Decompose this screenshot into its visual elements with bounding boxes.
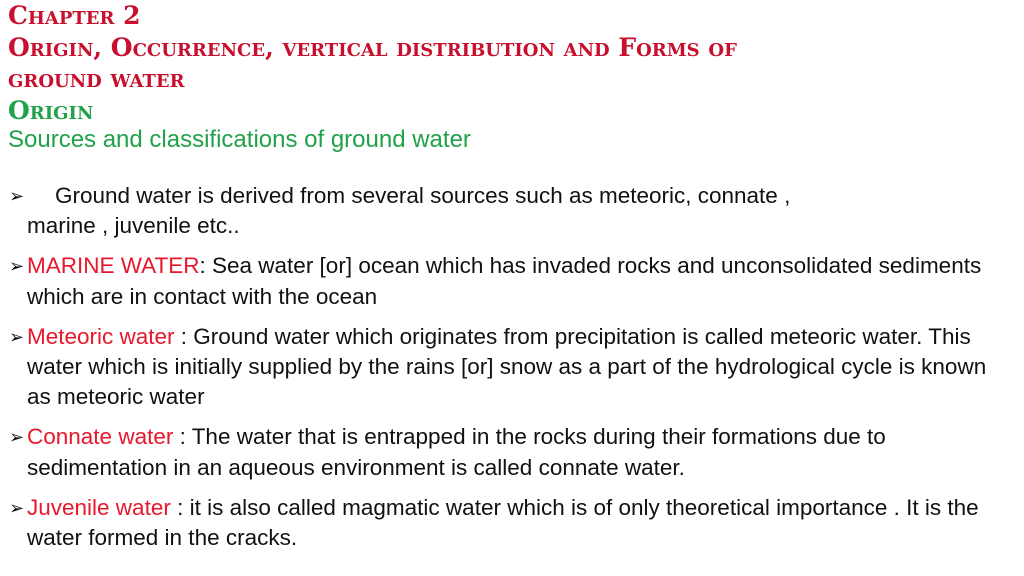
definition-connate-water: : The water that is entrapped in the rocks during their formations due to sedimentation in an aqueous environment is called connate water. — [27, 424, 886, 480]
section-heading-origin: Origin — [8, 95, 94, 125]
bullet-item-juvenile-water — [0, 493, 1010, 553]
chapter-title-line-1: Origin, Occurrence, vertical distribution and Forms of — [8, 32, 737, 62]
bullet-list — [0, 181, 1010, 563]
bullet-item-meteoric-water — [0, 322, 1010, 413]
arrow-bullet-icon: ➢ — [9, 256, 25, 277]
bullet-text-line-2: marine , juvenile etc.. — [27, 213, 240, 239]
chapter-heading — [8, 0, 737, 126]
term-marine-water: MARINE WATER — [27, 253, 200, 279]
term-meteoric-water: Meteoric water — [27, 323, 175, 349]
definition-juvenile-water: : it is also called magmatic water which is of only theoretical importance . It is the water formed in the cracks. — [27, 494, 979, 551]
bullet-item-marine-water — [0, 251, 1010, 311]
arrow-bullet-icon: ➢ — [9, 326, 25, 347]
term-juvenile-water: Juvenile water — [27, 494, 171, 520]
bullet-text-line-1: Ground water is derived from several sources such as meteoric, connate , — [55, 183, 791, 208]
chapter-number: Chapter 2 — [8, 1, 141, 30]
arrow-bullet-icon: ➢ — [9, 427, 25, 448]
chapter-title-line-2: ground water — [8, 64, 185, 93]
bullet-item-connate-water — [0, 422, 1010, 482]
arrow-bullet-icon: ➢ — [9, 186, 25, 206]
definition-marine-water: : Sea water [or] ocean which has invaded rocks and unconsolidated sediments which are in contact with the ocean — [27, 253, 982, 309]
definition-meteoric-water: : Ground water which originates from precipitation is called meteoric water. This water which is initially supplied by the rains [or] snow as a part of the hydrological cycle is known as meteoric water — [27, 323, 987, 410]
arrow-bullet-icon: ➢ — [9, 497, 25, 518]
section-subtitle: Sources and classifications of ground water — [8, 126, 471, 153]
bullet-item — [0, 181, 1010, 241]
term-connate-water: Connate water — [27, 424, 174, 450]
